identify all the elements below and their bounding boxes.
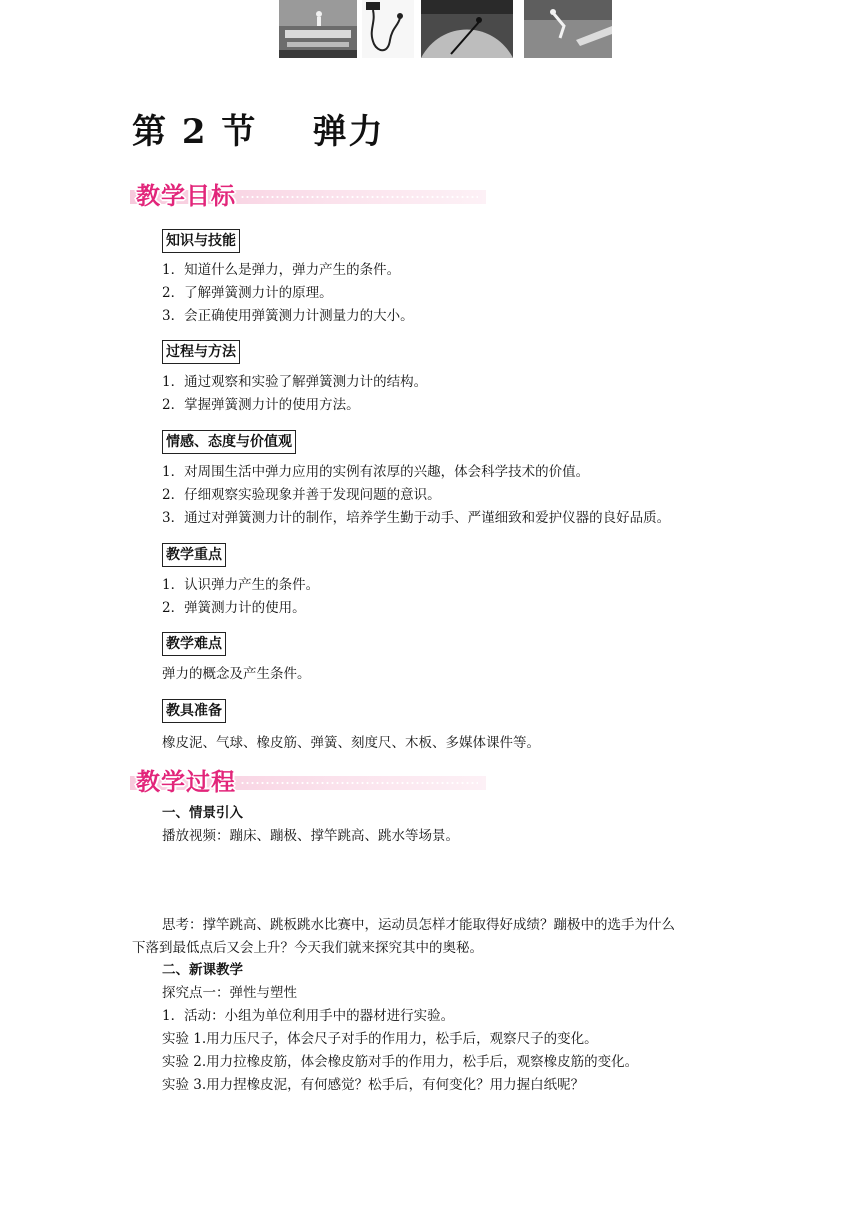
knowledge-label: 知识与技能 [162, 229, 240, 253]
bungee-photo [362, 0, 414, 58]
experiment-1: 实验 1.用力压尺子，体会尺子对手的作用力，松手后，观察尺子的变化。 [162, 1031, 598, 1047]
activity-text: 1．活动：小组为单位利用手中的器材进行实验。 [162, 1008, 455, 1024]
knowledge-item: 3．会正确使用弹簧测力计测量力的大小。 [162, 308, 414, 324]
section-banner-goals [130, 178, 486, 212]
method-item: 2．掌握弹簧测力计的使用方法。 [162, 397, 360, 413]
new-lesson-heading: 二、新课教学 [162, 962, 243, 978]
experiment-2: 实验 2.用力拉橡皮筋，体会橡皮筋对手的作用力，松手后，观察橡皮筋的变化。 [162, 1054, 639, 1070]
banner-dots [240, 196, 478, 198]
difficulty-text: 弹力的概念及产生条件。 [162, 666, 311, 682]
tools-text: 橡皮泥、气球、橡皮筋、弹簧、刻度尺、木板、多媒体课件等。 [162, 735, 540, 751]
banner-label: 教学目标 [136, 182, 236, 210]
focus-item: 1．认识弹力产生的条件。 [162, 577, 320, 593]
attitude-item: 3．通过对弹簧测力计的制作，培养学生勤于动手、严谨细致和爱护仪器的良好品质。 [162, 510, 671, 526]
pole-vault-photo [421, 0, 513, 58]
trampoline-photo [279, 0, 357, 58]
attitude-item: 2．仔细观察实验现象并善于发现问题的意识。 [162, 487, 441, 503]
method-item: 1．通过观察和实验了解弹簧测力计的结构。 [162, 374, 428, 390]
experiment-3: 实验 3.用力捏橡皮泥，有何感觉？松手后，有何变化？用力握白纸呢？ [162, 1077, 585, 1093]
attitude-item: 1．对周围生活中弹力应用的实例有浓厚的兴趣，体会科学技术的价值。 [162, 464, 590, 480]
intro-heading: 一、情景引入 [162, 805, 243, 821]
focus-label: 教学重点 [162, 543, 226, 567]
banner-dots [240, 782, 478, 784]
lesson-title: 第 2 节 弹力 [132, 112, 385, 152]
difficulty-label: 教学难点 [162, 632, 226, 656]
intro-text: 播放视频：蹦床、蹦极、撑竿跳高、跳水等场景。 [162, 828, 459, 844]
diving-photo [524, 0, 612, 58]
knowledge-item: 2．了解弹簧测力计的原理。 [162, 285, 333, 301]
attitude-label: 情感、态度与价值观 [162, 430, 296, 454]
banner-label: 教学过程 [136, 768, 236, 796]
inquiry-point-1: 探究点一：弹性与塑性 [162, 985, 297, 1001]
think-line-1: 思考：撑竿跳高、跳板跳水比赛中，运动员怎样才能取得好成绩？蹦极中的选手为什么 [162, 917, 675, 933]
knowledge-item: 1．知道什么是弹力，弹力产生的条件。 [162, 262, 401, 278]
section-banner-process [130, 764, 486, 798]
method-label: 过程与方法 [162, 340, 240, 364]
focus-item: 2．弹簧测力计的使用。 [162, 600, 306, 616]
think-line-2: 下落到最低点后又会上升？今天我们就来探究其中的奥秘。 [132, 940, 483, 956]
tools-label: 教具准备 [162, 699, 226, 723]
